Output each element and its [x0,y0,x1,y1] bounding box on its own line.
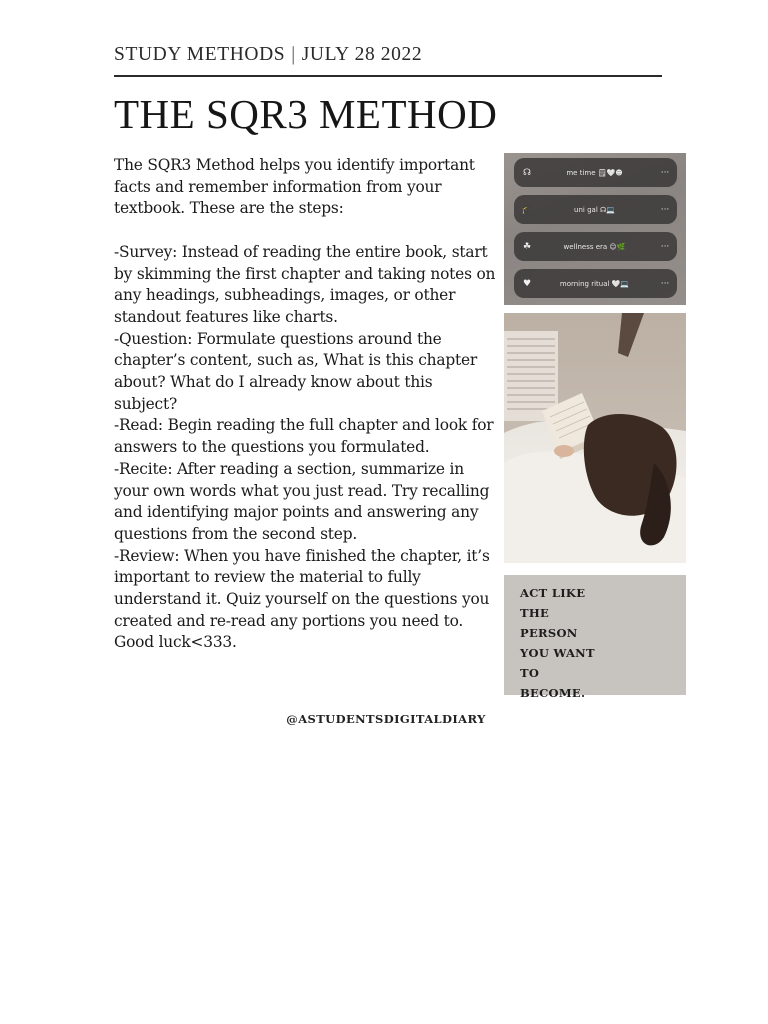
quote-line: THE [520,606,550,620]
playlist-pill [514,269,677,298]
header-rule [114,75,662,77]
more-options-icon: ··· [660,204,670,215]
reading-in-bed-photo [504,313,686,563]
article-body [114,155,496,654]
playlist-label: me time 🗒🤍☻ [566,168,623,177]
quote-line: YOU WANT [520,646,595,660]
page-title: THE SQR3 METHOD [114,91,498,137]
headphones-icon: ☊ [523,167,531,178]
reading-in-bed-illustration [504,313,686,563]
heart-icon: ♥ [522,278,532,289]
playlists-image [504,153,686,305]
step-survey: -Survey: Instead of reading the entire book, start by skimming the first chapter and taking notes on any headings, subheadings, images, or other standout features like charts. [114,242,496,326]
header-date: JULY 28 2022 [301,44,423,65]
playlist-pill [514,232,677,261]
playlist-pill [514,158,677,187]
playlist-label: wellness era ☺🌿 [563,242,626,251]
header-separator: | [291,44,296,65]
graduation-cap-icon: 🎓 [521,204,533,215]
intro-paragraph: The SQR3 Method helps you identify important facts and remember information from your textbook. These are the steps: [114,156,475,218]
header-kicker [114,44,422,66]
quote-line: BECOME. [520,686,586,700]
more-options-icon: ··· [660,278,670,289]
playlist-label: uni gal ☊💻 [574,205,615,214]
more-options-icon: ··· [660,241,670,252]
playlist-label: morning ritual 🤍💻 [559,279,630,288]
step-read: -Read: Begin reading the full chapter and look for answers to the questions you formulated. [114,416,494,457]
step-review: -Review: When you have finished the chapter, it’s important to review the material to fully understand it. Quiz yourself on the questions you created and re-read any portions you need to. Good luck<333. [114,546,490,652]
quote-card [504,575,686,700]
paragraph-spacer [114,220,496,242]
more-options-icon: ··· [660,167,670,178]
step-question: -Question: Formulate questions around the chapter’s content, such as, What is this chapter about? What do I already know about this subject? [114,329,478,413]
header-category: STUDY METHODS [114,44,286,65]
quote-line: ACT LIKE [520,586,586,600]
playlist-pill [514,195,677,224]
social-handle: @ASTUDENTSDIGITALDIARY [286,712,486,726]
quote-line: PERSON [520,626,578,640]
step-recite: -Recite: After reading a section, summarize in your own words what you just read. Try recalling and identifying major points and answering any questions from the second step. [114,459,490,543]
quote-text [520,583,595,703]
quote-line: TO [520,666,540,680]
leaf-icon: ☘ [522,241,532,252]
